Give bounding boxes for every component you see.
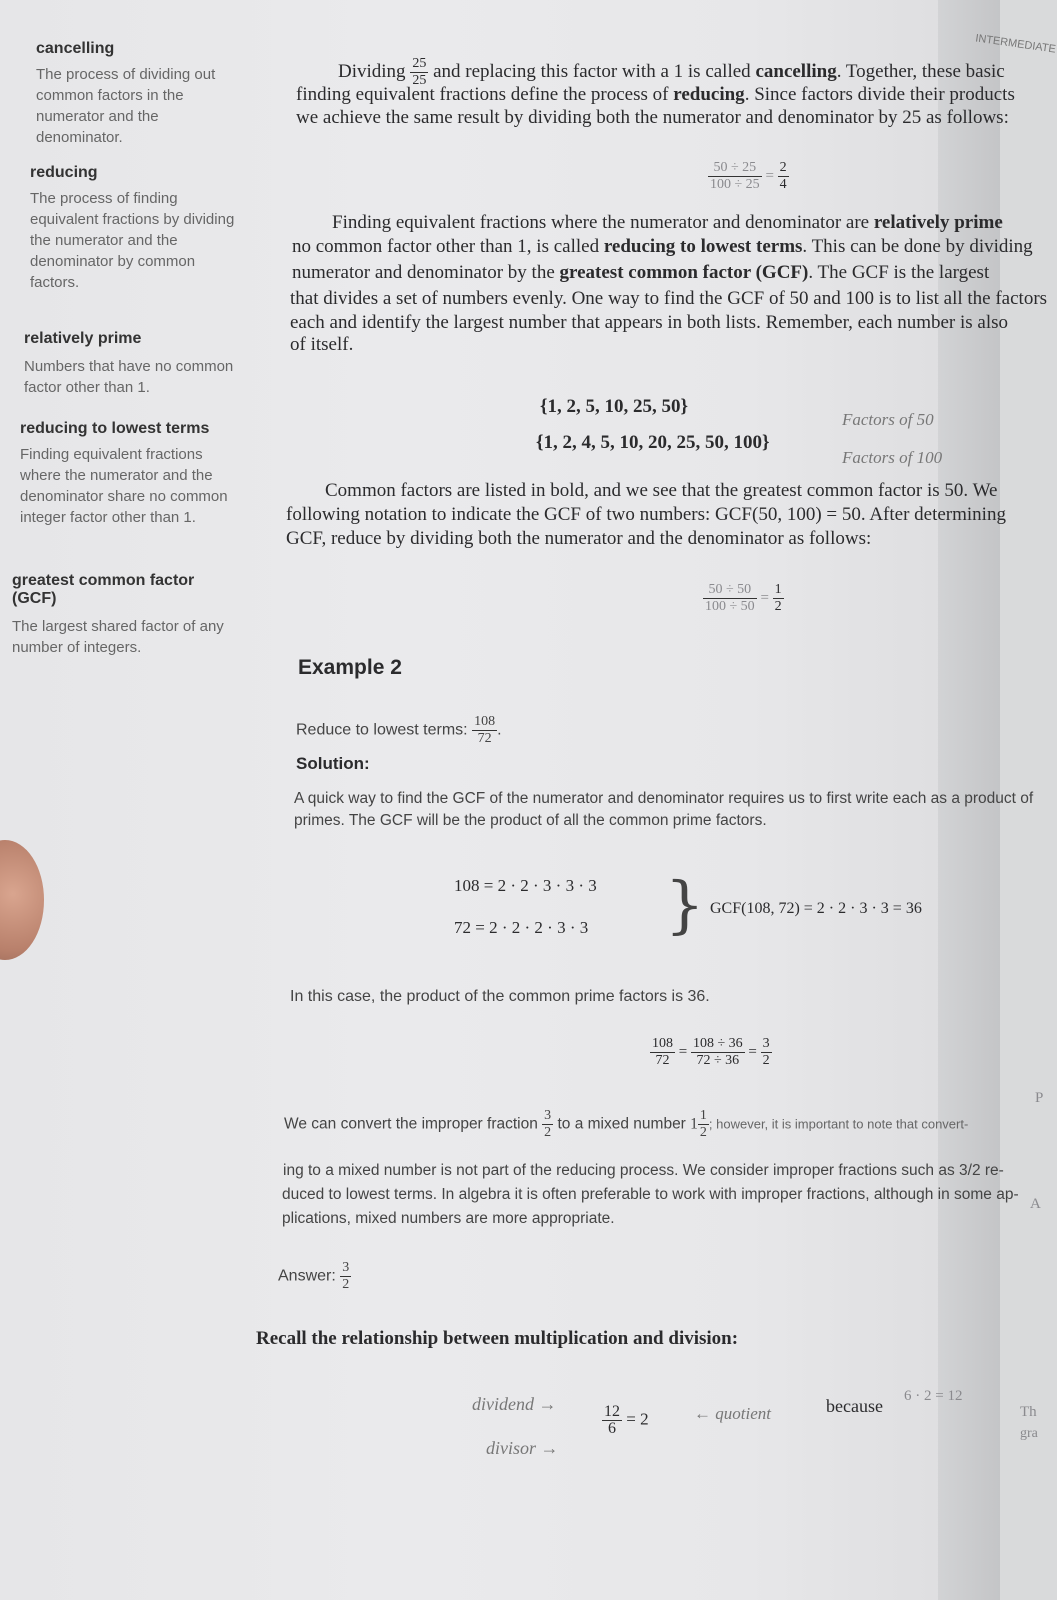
glossary-def: The process of finding equivalent fractions by dividing the numerator and the denominator by common factors. [30, 190, 235, 291]
p2-line1: Finding equivalent fractions where the numerator and denominator are relatively prime [332, 212, 1003, 233]
prime-factorization-72: 72 = 2 · 2 · 2 · 3 · 3 [454, 918, 589, 937]
glossary-def: Numbers that have no common factor other than 1. [24, 358, 234, 396]
equation-cancel-50: $\frac{50 \div 50}{100 \div 50}$ = $\frac{1}{2}$ [705, 582, 782, 614]
example-prompt: Reduce to lowest terms: $\frac{108}{72}$ . [296, 714, 502, 746]
glossary-cancelling [36, 40, 236, 148]
margin-letter-a: A [1030, 1196, 1041, 1212]
dividend-label: dividend → [472, 1394, 557, 1414]
solution-label: Solution: [296, 754, 370, 773]
equation-cancel-25: $\frac{50 \div 25}{100 \div 25}$ = $\frac{2}{4}$ [710, 160, 787, 192]
p1-line3: we achieve the same result by dividing both the numerator and denominator by 25 as follows: [296, 107, 1009, 128]
margin-letters-gra: gra [1020, 1426, 1038, 1441]
glossary-def: The process of dividing out common factors in the numerator and the denominator. [36, 66, 216, 146]
factors-50-set: {1, 2, 5, 10, 25, 50} [540, 396, 688, 417]
thumb [0, 840, 44, 960]
p2-line5: each and identify the largest number that appears in both lists. Remember, each number is also [290, 312, 1009, 333]
division-fraction: $\frac{12}{6}$ = 2 [604, 1403, 649, 1437]
p2-line6: of itself. [290, 334, 354, 355]
factors-100-set: {1, 2, 4, 5, 10, 20, 25, 50, 100} [536, 432, 770, 453]
margin-letter-p: P [1035, 1090, 1044, 1106]
solution-line6: duced to lowest terms. In algebra it is often preferable to work with improper fractions, although in some ap- [282, 1186, 1019, 1203]
factors-50-label: Factors of 50 [842, 410, 934, 429]
p3-line3: GCF, reduce by dividing both the numerator and the denominator as follows: [286, 528, 872, 549]
glossary-term: cancelling [36, 40, 115, 57]
glossary-def: Finding equivalent fractions where the numerator and the denominator share no common integer factor other than 1. [20, 446, 228, 526]
multiplication-check: 6 · 2 = 12 [904, 1388, 963, 1404]
p1-line2: finding equivalent fractions define the process of reducing. Since factors divide their products [296, 84, 1015, 105]
glossary-term: relatively prime [24, 330, 142, 347]
p1-line1: Dividing $\frac{25}{25}$ and replacing this factor with a 1 is called cancelling. Together, these basic [338, 56, 1005, 88]
example-title: Example 2 [298, 656, 402, 679]
recall-title: Recall the relationship between multiplication and division: [256, 1328, 739, 1349]
glossary-relatively-prime [24, 330, 244, 398]
answer: Answer: $\frac{3}{2}$ [278, 1260, 350, 1292]
p2-line4: that divides a set of numbers evenly. One way to find the GCF of 50 and 100 is to list all the factors [290, 288, 1048, 309]
p3-line2: following notation to indicate the GCF of two numbers: GCF(50, 100) = 50. After determining [286, 504, 1006, 525]
gcf-result: GCF(108, 72) = 2 · 2 · 3 · 3 = 36 [710, 900, 922, 917]
solution-line5: ing to a mixed number is not part of the reducing process. We consider improper fractions such as 3/2 re- [283, 1162, 1004, 1179]
prime-factorization-108: 108 = 2 · 2 · 3 · 3 · 3 [454, 876, 597, 895]
divisor-label: divisor → [486, 1438, 559, 1458]
glossary-lowest-terms [20, 420, 245, 528]
p2-line3: numerator and denominator by the greatest common factor (GCF). The GCF is the largest [292, 262, 990, 283]
glossary-gcf [12, 572, 242, 658]
solution-line1: A quick way to find the GCF of the numerator and denominator requires us to first write each as a product of [294, 790, 1034, 807]
p3-line1: Common factors are listed in bold, and we see that the greatest common factor is 50. We [325, 480, 998, 501]
glossary-term: reducing to lowest terms [20, 420, 210, 437]
solution-line2: primes. The GCF will be the product of all the common prime factors. [294, 812, 767, 829]
solution-line4: We can convert the improper fraction $\frac{3}{2}$ to a mixed number 1 $\frac{1}{2}$ ; however, it is important to note that convert- [284, 1108, 969, 1140]
glossary-reducing [30, 164, 245, 293]
solution-line3: In this case, the product of the common prime factors is 36. [290, 988, 710, 1005]
equation-reduce-108-72: $\frac{108}{72}$ = $\frac{108 \div 36}{72 \div 36}$ = $\frac{3}{2}$ [652, 1036, 770, 1068]
factors-100-label: Factors of 100 [842, 448, 943, 467]
glossary-def: The largest shared factor of any number of integers. [12, 618, 224, 656]
header-tag: INTERMEDIATE [974, 32, 1057, 56]
because-word: because [826, 1396, 883, 1416]
solution-line7: plications, mixed numbers are more appropriate. [282, 1210, 615, 1227]
margin-letters-th: Th [1020, 1404, 1037, 1420]
right-brace: } [665, 868, 705, 941]
quotient-label: ← quotient [694, 1404, 771, 1423]
glossary-term: reducing [30, 164, 98, 181]
glossary-term: greatest common factor (GCF) [12, 572, 195, 607]
p2-line2: no common factor other than 1, is called reducing to lowest terms. This can be done by dividing [292, 236, 1033, 257]
